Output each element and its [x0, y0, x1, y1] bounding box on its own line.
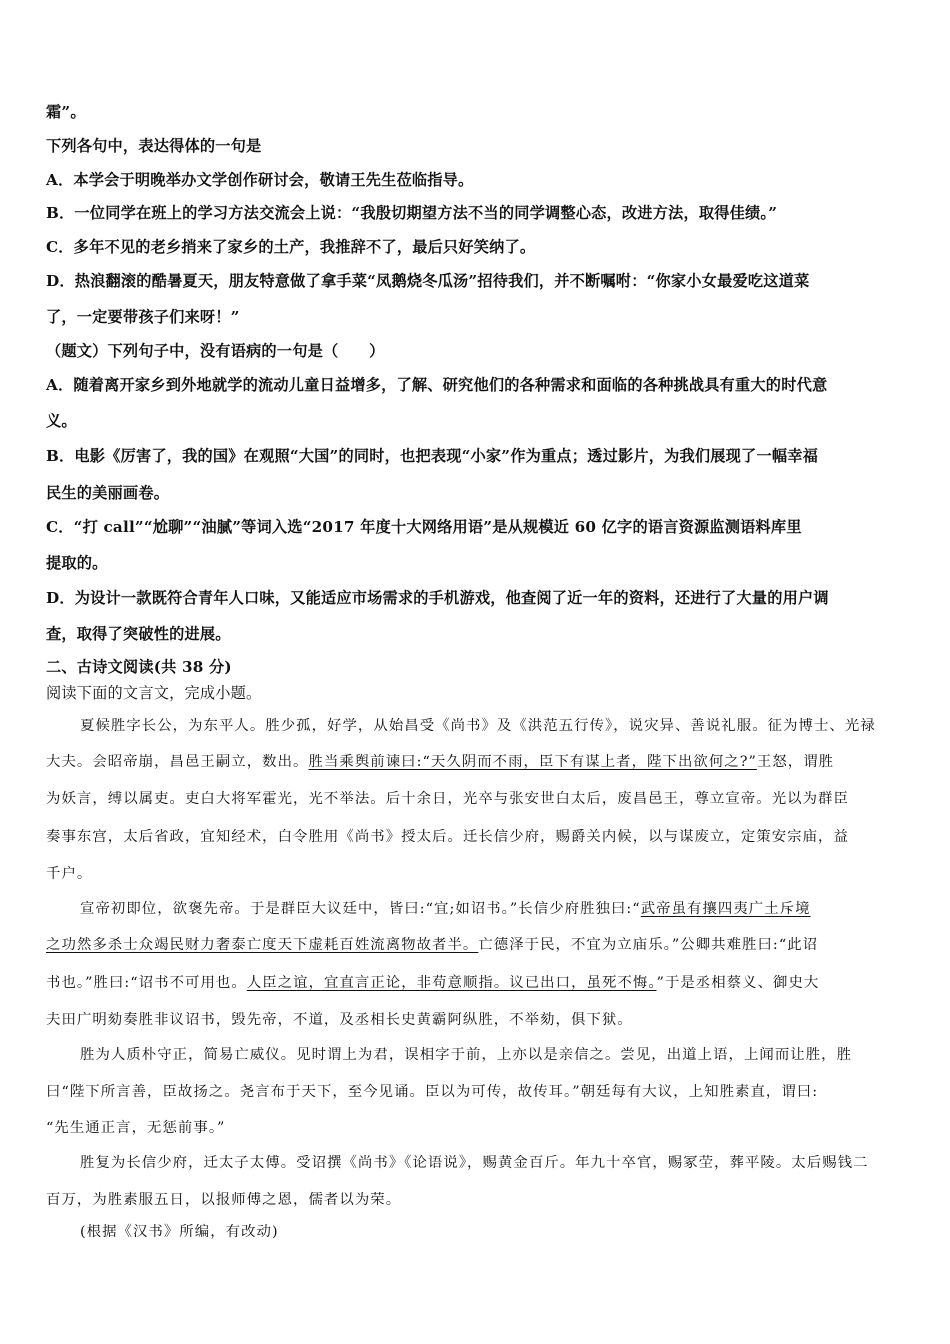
- underlined-sentence-1: 胜当乘舆前谏曰:“天久阴而不雨，臣下有谋上者，陛下出欲何之?”: [308, 754, 757, 770]
- passage-p1-line5: 千户。: [46, 866, 93, 882]
- passage-p1-line3: 为妖言，缚以属吏。吏白大将军霍光，光不举法。后十余日，光卒与张安世白太后，废昌邑王，尊立宣帝。光以为群臣: [46, 791, 849, 807]
- q2-option-a-line1: A．随着离开家乡到外地就学的流动儿童日益增多，了解、研究他们的各种需求和面临的各种挑战具有重大的时代意: [46, 376, 828, 394]
- passage-p1-line1: 夏候胜字长公，为东平人。胜少孤，好学，从始昌受《尚书》及《洪范五行传》，说灾异、善说礼服。征为博士、光禄: [80, 718, 876, 734]
- passage-p4-line1: 胜复为长信少府，迁太子太傅。受诏撰《尚书》《论语说》，赐黄金百斤。年九十卒官，赐冢茔，葬平陵。太后赐钱二: [80, 1155, 869, 1171]
- text-segment: 书也。”胜曰:“诏书不可用也。: [46, 975, 247, 991]
- passage-source: (根据《汉书》所编，有改动): [80, 1224, 279, 1240]
- text-segment: 亡德泽于民，不宜为立庙乐。”公卿共难胜曰:“此诏: [478, 937, 819, 953]
- passage-p2-line2: [46, 934, 906, 956]
- top-fragment: 霜”。: [46, 103, 86, 121]
- q2-option-d-line2: 查，取得了突破性的进展。: [46, 625, 231, 643]
- q2-option-b-line1: B．电影《厉害了，我的国》在观照“大国”的同时，也把表现“小家”作为重点；透过影片，为我们展现了一幅幸福: [46, 447, 818, 465]
- underlined-sentence-2-cont: 之功然多杀士众竭民财力奢泰亡度天下虚耗百姓流离物故者半。: [46, 937, 479, 953]
- passage-p4-line2: 百万，为胜素服五日，以报师傅之恩，儒者以为荣。: [46, 1192, 402, 1208]
- passage-p1-line2: [46, 751, 906, 773]
- passage-p1-line4: 奏事东宫，太后省政，宜知经术，白令胜用《尚书》授太后。迁长信少府，赐爵关内候，以与谋废立，定策安宗庙，益: [46, 829, 849, 845]
- underlined-sentence-2: 武帝虽有攘四夷广土斥境: [640, 901, 811, 917]
- passage-p2-line3: [46, 972, 906, 994]
- q1-option-d-line1: D．热浪翻滚的酷暑夏天，朋友特意做了拿手菜“凤鹅烧冬瓜汤”招待我们，并不断嘱咐：“你家小女最爱吃这道菜: [46, 272, 810, 290]
- q2-option-b-line2: 民生的美丽画卷。: [46, 484, 170, 502]
- section-instruction: 阅读下面的文言文，完成小题。: [46, 684, 262, 702]
- q1-option-d-line2: 了，一定要带孩子们来呀！”: [46, 308, 240, 326]
- text-segment: 大夫。会昭帝崩，昌邑王嗣立，数出。: [46, 754, 309, 770]
- q1-option-b: B．一位同学在班上的学习方法交流会上说：“我殷切期望方法不当的同学调整心态，改进方法，取得佳绩。”: [46, 204, 778, 222]
- q1-option-c: C．多年不见的老乡捎来了家乡的土产，我推辞不了，最后只好笑纳了。: [46, 238, 536, 256]
- passage-p2-line1: [80, 898, 906, 920]
- q2-option-d-line1: D．为设计一款既符合青年人口味，又能适应市场需求的手机游戏，他查阅了近一年的资料，还进行了大量的用户调: [46, 589, 829, 607]
- text-segment: 宣帝初即位，欲褒先帝。于是群臣大议廷中，皆曰:“宜;如诏书。”长信少府胜独曰:“: [80, 901, 641, 917]
- q2-option-c-line2: 提取的。: [46, 554, 108, 572]
- text-segment: 王怒，谓胜: [756, 754, 835, 770]
- q2-option-a-line2: 义。: [46, 412, 77, 430]
- text-segment: ”于是丞相蔡义、御史大: [656, 975, 820, 991]
- passage-p2-line4: 夫田广明劾奏胜非议诏书，毁先帝，不道，及丞相长史黄霸阿纵胜，不举劾，俱下狱。: [46, 1012, 633, 1028]
- passage-p3-line3: “先生通正言，无惩前事。”: [46, 1120, 226, 1136]
- q1-stem: 下列各句中，表达得体的一句是: [46, 137, 262, 155]
- passage-p3-line1: 胜为人质朴守正，简易亡威仪。见时谓上为君，误相字于前，上亦以是亲信之。尝见，出道上语，上闻而让胜，胜: [80, 1047, 853, 1063]
- q2-option-c-line1: C．“打 call”“尬聊”“油腻”等词入选“2017 年度十大网络用语”是从规模近 60 亿字的语言资源监测语料库里: [46, 518, 802, 536]
- section-title: 二、古诗文阅读(共 38 分): [46, 658, 232, 676]
- passage-p3-line2: 曰“陛下所言善，臣故扬之。尧言布于天下，至今见诵。臣以为可传，故传耳。”朝廷每有大议，上知胜素直，谓曰:: [46, 1084, 819, 1100]
- q1-option-a: A．本学会于明晚举办文学创作研讨会，敬请王先生莅临指导。: [46, 171, 474, 189]
- q2-stem: （题文）下列句子中，没有语病的一句是（ ）: [46, 342, 385, 360]
- underlined-sentence-3: 人臣之谊，宜直言正论，非苟意顺指。议已出口，虽死不悔。: [246, 975, 657, 991]
